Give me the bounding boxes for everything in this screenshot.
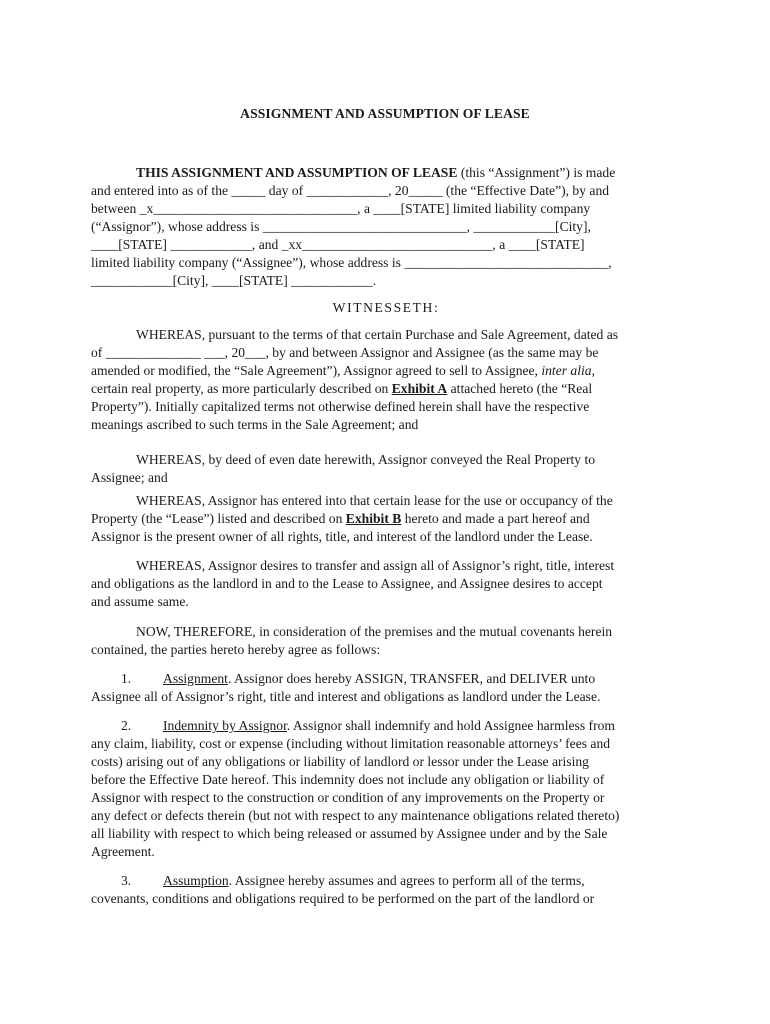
intro-line: limited liability company (“Assignee”), whose address is ______________________________, [91, 255, 612, 270]
whereas-line: hereto and made a part hereof and [401, 511, 590, 526]
intro-lead: THIS ASSIGNMENT AND ASSUMPTION OF LEASE [136, 165, 458, 180]
whereas-line: Assignor is the present owner of all rights, title, and interest of the landlord under the Lease. [91, 529, 593, 544]
whereas-line: attached hereto (the “Real [447, 381, 593, 396]
exhibit-b-reference: Exhibit B [345, 511, 402, 526]
whereas-paragraph-2 [91, 451, 681, 487]
whereas-line: meanings ascribed to such terms in the Sale Agreement; and [91, 417, 419, 432]
now-therefore-paragraph [91, 623, 681, 659]
section-number: 2. [121, 718, 132, 733]
section-3 [91, 872, 681, 908]
intro-line: ____________[City], ____[STATE] ____________. [91, 273, 377, 288]
inter-alia-text: inter alia [541, 363, 592, 378]
section-heading: Indemnity by Assignor [163, 718, 287, 733]
whereas-line: WHEREAS, pursuant to the terms of that certain Purchase and Sale Agreement, dated as [136, 327, 619, 342]
section-number: 1. [121, 671, 132, 686]
section-line: Assignee all of Assignor’s right, title and interest and obligations as landlord under the Lease. [91, 689, 601, 704]
whereas-line: amended or modified, the “Sale Agreement”), Assignor agreed to sell to Assignee, [91, 363, 542, 378]
section-line: . Assignor shall indemnify and hold Assignee harmless from [286, 718, 615, 733]
whereas-line: WHEREAS, Assignor desires to transfer and assign all of Assignor’s right, title, interest [136, 558, 615, 573]
section-2 [91, 717, 681, 861]
intro-line: and entered into as of the _____ day of ____________, 20_____ (the “Effective Date”), by and [91, 183, 610, 198]
section-line: Assignor with respect to the construction or condition of any improvements on the Property or [91, 790, 605, 805]
section-line: costs) arising out of any obligations or liability of landlord or lessor under the Lease arising [91, 754, 589, 769]
section-line: Agreement. [91, 844, 155, 859]
whereas-line: of ______________ ___, 20___, by and between Assignor and Assignee (as the same may be [91, 345, 599, 360]
whereas-line: WHEREAS, Assignor has entered into that certain lease for the use or occupancy of the [136, 493, 613, 508]
intro-line: (this “Assignment”) is made [457, 165, 616, 180]
intro-line: ____[STATE] ____________, and _xx____________________________, a ____[STATE] [91, 237, 585, 252]
exhibit-a-reference: Exhibit A [391, 381, 448, 396]
whereas-line: Assignee; and [91, 470, 168, 485]
section-line: . Assignor does hereby ASSIGN, TRANSFER, and DELIVER unto [227, 671, 596, 686]
whereas-line: and obligations as the landlord in and to the Lease to Assignee, and Assignee desires to accept [91, 576, 603, 591]
section-heading: Assumption [163, 873, 229, 888]
whereas-paragraph-3 [91, 492, 681, 546]
section-heading: Assignment [163, 671, 228, 686]
whereas-paragraph-1: WHEREAS, pursuant to the terms of that certain Purchase and Sale Agreement, dated as of ______________ ___, 20___, by and between Assignor and Assignee (as the same may be amended or modified, the “Sale Agreement”), Assignor agreed to sell to Assignee, inter alia, certain real property, as more particularly described on Exhibit A attached hereto (the “Real Property”). Initially capitalized terms not otherwise defined herein shall have the respective meanings ascribed to such terms in the Sale Agreement; and [91, 327, 619, 432]
section-line: . Assignee hereby assumes and agrees to perform all of the terms, [228, 873, 585, 888]
section-line: before the Effective Date hereof. This indemnity does not include any obligation or liability of [91, 772, 605, 787]
section-line: any claim, liability, cost or expense (including without limitation reasonable attorneys’ fees and [91, 736, 611, 751]
document-title: ASSIGNMENT AND ASSUMPTION OF LEASE [240, 106, 530, 121]
intro-paragraph [91, 164, 681, 290]
whereas-line: and assume same. [91, 594, 189, 609]
intro-line: between _x______________________________, a ____[STATE] limited liability company [91, 201, 591, 216]
section-1 [91, 670, 681, 706]
witnesseth-text: WITNESSETH: [332, 300, 440, 315]
now-therefore-line: contained, the parties hereto hereby agree as follows: [91, 642, 381, 657]
whereas-paragraph-4 [91, 557, 681, 611]
section-line: covenants, conditions and obligations required to be performed on the part of the landlord or [91, 891, 595, 906]
whereas-line: certain real property, as more particularly described on [91, 381, 392, 396]
section-line: all liability with respect to which being released or assumed by Assignee under and by the Sale [91, 826, 608, 841]
section-line: any defect or defects therein (but not with respect to any maintenance obligations related thereto) [91, 808, 620, 823]
whereas-line: WHEREAS, by deed of even date herewith, Assignor conveyed the Real Property to [136, 452, 596, 467]
whereas-line: Property (the “Lease”) listed and described on [91, 511, 346, 526]
witnesseth-heading [91, 299, 681, 317]
document-body [91, 164, 681, 908]
intro-line: (“Assignor”), whose address is ______________________________, ____________[City], [91, 219, 591, 234]
section-number: 3. [121, 873, 132, 888]
whereas-line: Property”). Initially capitalized terms not otherwise defined herein shall have the respective [91, 399, 590, 414]
now-therefore-line: NOW, THEREFORE, in consideration of the premises and the mutual covenants herein [136, 624, 613, 639]
